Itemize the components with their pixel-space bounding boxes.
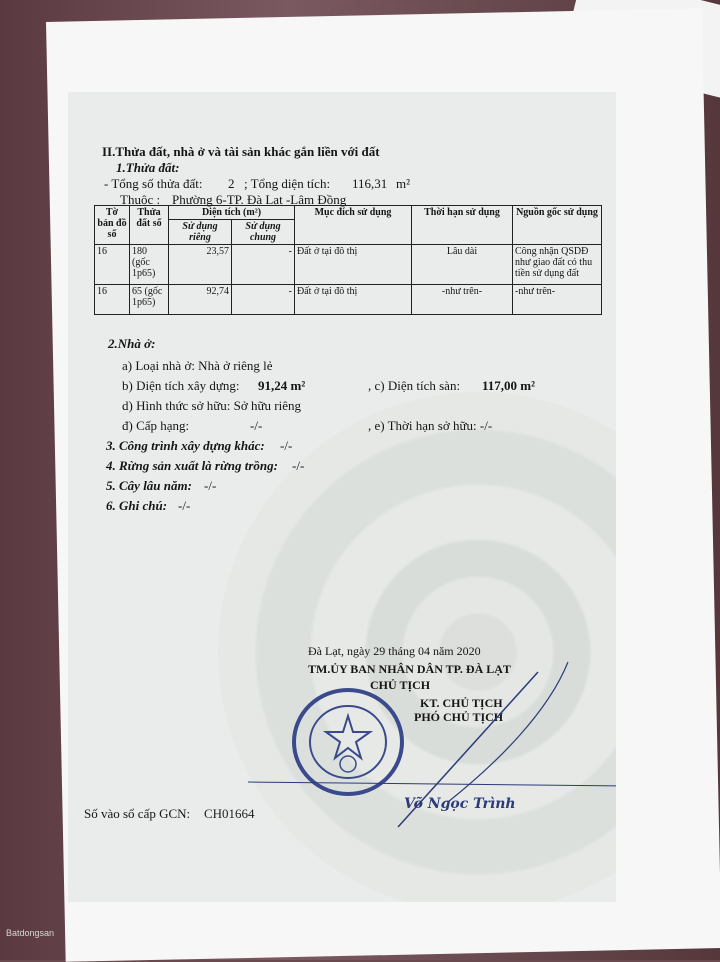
floor-area-value: 117,00 m²	[482, 378, 536, 393]
planted-forest-value: -/-	[292, 458, 305, 473]
location-value: Phường 6-TP. Đà Lạt -Lâm Đồng	[172, 192, 347, 207]
authority-title: TM.ỦY BAN NHÂN DÂN TP. ĐÀ LẠT	[308, 662, 511, 676]
house-type: a) Loại nhà ở: Nhà ở riêng lẻ	[122, 358, 273, 373]
header-map-sheet: Tờ bản đồ số	[95, 206, 130, 245]
built-area-label: b) Diện tích xây dựng:	[122, 378, 240, 393]
table-header-row	[95, 206, 602, 220]
cell-parcel: 180 (gốc 1p65)	[130, 245, 169, 285]
land-heading: 1.Thửa đất:	[116, 160, 180, 175]
cell-term: Lâu dài	[412, 245, 513, 285]
cell-purpose: Đất ở tại đô thị	[295, 245, 412, 285]
ownership-form: d) Hình thức sở hữu: Sở hữu riêng	[122, 398, 301, 413]
cell-parcel: 65 (gốc 1p65)	[130, 285, 169, 315]
note-label: 6. Ghi chú:	[106, 498, 168, 513]
header-private-use: Sử dụng riêng	[169, 220, 232, 245]
total-area-label: ; Tổng diện tích:	[244, 176, 331, 191]
grade-value: -/-	[250, 418, 263, 433]
total-parcels-label: - Tổng số thửa đất:	[104, 176, 203, 191]
header-parcel: Thửa đất số	[130, 206, 169, 245]
note-value: -/-	[178, 498, 191, 513]
cell-map-sheet: 16	[95, 285, 130, 315]
floor-area-label: , c) Diện tích sàn:	[368, 378, 461, 393]
grade-label: đ) Cấp hạng:	[122, 418, 190, 433]
built-area-value: 91,24 m²	[258, 378, 306, 393]
planted-forest-label: 4. Rừng sản xuất là rừng trồng:	[106, 458, 278, 473]
cell-shared-area: -	[232, 285, 295, 315]
perennial-trees-value: -/-	[204, 478, 217, 493]
other-construction-value: -/-	[280, 438, 293, 453]
header-origin: Nguồn gốc sử dụng	[513, 206, 602, 245]
cell-origin: -như trên-	[513, 285, 602, 315]
vice-chair-title: PHÓ CHỦ TỊCH	[414, 710, 504, 724]
place-date: Đà Lạt, ngày 29 tháng 04 năm 2020	[308, 644, 481, 658]
chair-title: CHỦ TỊCH	[370, 678, 431, 692]
total-area-value: 116,31	[352, 176, 388, 191]
cell-shared-area: -	[232, 245, 295, 285]
cell-term: -như trên-	[412, 285, 513, 315]
header-purpose: Mục đích sử dụng	[295, 206, 412, 245]
register-label: Số vào sổ cấp GCN:	[84, 806, 191, 821]
header-shared-use: Sử dụng chung	[232, 220, 295, 245]
total-parcels-value: 2	[228, 176, 235, 191]
cell-purpose: Đất ở tại đô thị	[295, 285, 412, 315]
table-row	[95, 245, 602, 285]
kt-chair-title: KT. CHỦ TỊCH	[420, 696, 503, 710]
section-title: II.Thửa đất, nhà ở và tài sản khác gắn liền với đất	[102, 144, 380, 159]
signer-name: Võ Ngọc Trình	[404, 796, 516, 812]
table-row	[95, 285, 602, 315]
cell-map-sheet: 16	[95, 245, 130, 285]
header-area: Diện tích (m²)	[169, 206, 295, 220]
batdongsan-logo: Batdongsan	[6, 928, 55, 938]
house-heading: 2.Nhà ở:	[108, 336, 156, 351]
cell-private-area: 23,57	[169, 245, 232, 285]
cell-private-area: 92,74	[169, 285, 232, 315]
certificate-page	[68, 92, 616, 902]
other-construction-label: 3. Công trình xây dựng khác:	[106, 438, 265, 453]
total-area-unit: m²	[396, 176, 411, 191]
land-table	[94, 205, 602, 315]
location-label: Thuộc :	[120, 192, 161, 207]
ownership-term: , e) Thời hạn sở hữu: -/-	[368, 418, 493, 433]
cell-origin: Công nhận QSDĐ như giao đất có thu tiền sử dụng đất	[513, 245, 602, 285]
perennial-trees-label: 5. Cây lâu năm:	[106, 478, 192, 493]
header-term: Thời hạn sử dụng	[412, 206, 513, 245]
register-value: CH01664	[204, 806, 255, 821]
